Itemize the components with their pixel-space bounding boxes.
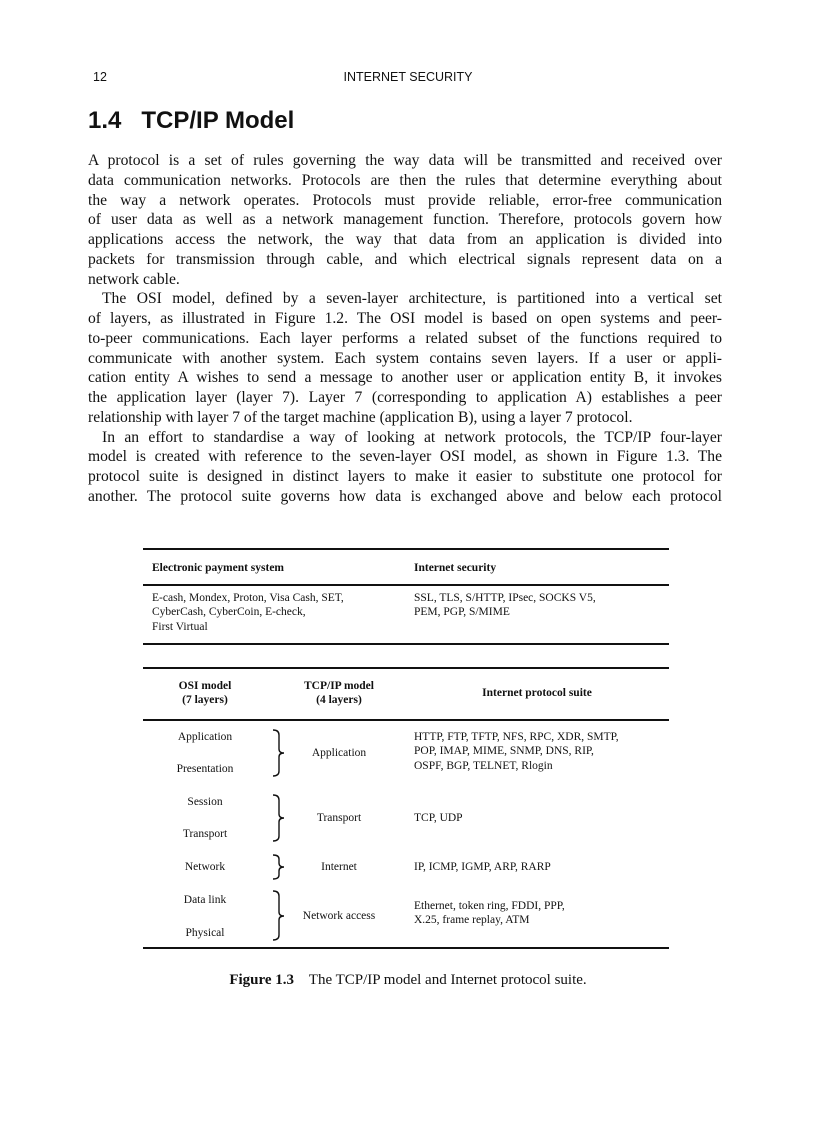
brace-icons — [270, 725, 290, 947]
header-suite: Internet protocol suite — [482, 687, 592, 699]
text-line: protocol suite is designed in distinct layers to make it easier to substitute one protocol for — [88, 468, 722, 486]
table-rule — [143, 667, 669, 669]
text-line: (7 layers) — [182, 694, 228, 707]
text-line: communicate with another system. Each system contains seven layers. If a user or appli- — [88, 349, 722, 367]
osi-layer: Transport — [182, 828, 228, 840]
header-osi — [179, 679, 232, 708]
table-rule — [143, 719, 669, 721]
paragraph — [88, 289, 722, 427]
text-line: the way a network operates. Protocols must provide reliable, error-free communication — [88, 191, 722, 209]
tcpip-layer: Network access — [302, 910, 376, 922]
text-line: relationship with layer 7 of the target machine (application B), using a layer 7 protocol. — [88, 408, 633, 426]
header-payment: Electronic payment system — [152, 562, 285, 574]
tcpip-layer: Transport — [316, 812, 362, 824]
suite-transport: TCP, UDP — [414, 812, 463, 824]
tcpip-layer: Application — [311, 747, 367, 759]
text-line: packets for transmission through cable, and which electrical signals represent data on a — [88, 250, 722, 268]
paragraph — [88, 428, 722, 507]
text-line: (4 layers) — [316, 694, 362, 707]
osi-layer: Application — [177, 731, 233, 743]
table-rule — [143, 584, 669, 586]
brace-icon — [273, 855, 284, 879]
brace-icon — [273, 891, 284, 940]
section-title: 1.4 TCP/IP Model — [88, 107, 295, 134]
text-line: In an effort to standardise a way of looking at network protocols, the TCP/IP four-layer — [102, 428, 722, 446]
running-title: INTERNET SECURITY — [343, 70, 473, 84]
osi-layer: Network — [184, 861, 226, 873]
suite-network-access — [414, 899, 565, 928]
brace-icon — [273, 795, 284, 841]
text-line: E-cash, Mondex, Proton, Visa Cash, SET, — [152, 592, 344, 604]
text-line: data communication networks. Protocols are then the rules that determine everything about — [88, 171, 722, 189]
text-line: to-peer communications. Each layer performs a related subset of the functions required to — [88, 329, 722, 347]
text-line: POP, IMAP, MIME, SNMP, DNS, RIP, — [414, 745, 594, 758]
text-line: Ethernet, token ring, FDDI, PPP, — [414, 900, 565, 912]
header-tcpip — [304, 679, 374, 708]
text-line: cation entity A wishes to send a message to another user or application entity B, it invokes — [88, 369, 722, 387]
tcpip-layer: Internet — [321, 861, 357, 873]
table-rule — [143, 548, 669, 550]
payment-systems — [152, 591, 344, 634]
suite-application — [414, 730, 619, 773]
text-line: applications access the network, the way that data from an application is divided into — [88, 231, 722, 249]
text-line: OSI model — [178, 680, 232, 692]
text-line: TCP/IP model — [304, 680, 374, 692]
header-security: Internet security — [414, 562, 497, 574]
text-line: network cable. — [88, 270, 180, 288]
table-rule — [143, 947, 669, 949]
text-line: model is created with reference to the seven-layer OSI model, as shown in Figure 1.3. The — [88, 448, 722, 466]
text-line: of layers, as illustrated in Figure 1.2. The OSI model is based on open systems and peer- — [88, 310, 722, 328]
caption-label: Figure 1.3 — [229, 972, 295, 988]
text-line: CyberCash, CyberCoin, E-check, — [152, 606, 306, 619]
text-line: another. The protocol suite governs how data is exchanged above and below each protocol — [88, 488, 722, 506]
osi-layer: Session — [187, 796, 223, 808]
text-line: SSL, TLS, S/HTTP, IPsec, SOCKS V5, — [414, 592, 596, 604]
text-line: X.25, frame replay, ATM — [414, 914, 530, 927]
text-line: of user data as well as a network management function. Therefore, protocols govern how — [88, 211, 722, 229]
osi-layer: Data link — [183, 894, 227, 906]
page-number: 12 — [93, 70, 107, 84]
brace-icon — [273, 730, 284, 776]
caption-text: The TCP/IP model and Internet protocol suite. — [308, 972, 587, 988]
text-line: The OSI model, defined by a seven-layer architecture, is partitioned into a vertical set — [102, 290, 722, 308]
suite-internet: IP, ICMP, IGMP, ARP, RARP — [414, 861, 551, 873]
osi-layer: Physical — [185, 927, 225, 939]
text-line: HTTP, FTP, TFTP, NFS, RPC, XDR, SMTP, — [414, 731, 619, 743]
table-rule — [143, 643, 669, 645]
body-text — [88, 151, 722, 507]
paragraph — [88, 151, 722, 289]
osi-layer: Presentation — [176, 763, 234, 775]
security-protocols — [414, 591, 596, 620]
text-line: OSPF, BGP, TELNET, Rlogin — [414, 759, 553, 772]
text-line: PEM, PGP, S/MIME — [414, 606, 510, 619]
figure-caption — [0, 972, 816, 989]
text-line: A protocol is a set of rules governing the way data will be transmitted and received over — [88, 152, 722, 169]
text-line: First Virtual — [152, 620, 208, 633]
text-line: the application layer (layer 7). Layer 7 (corresponding to application A) establishes a peer — [88, 389, 722, 407]
